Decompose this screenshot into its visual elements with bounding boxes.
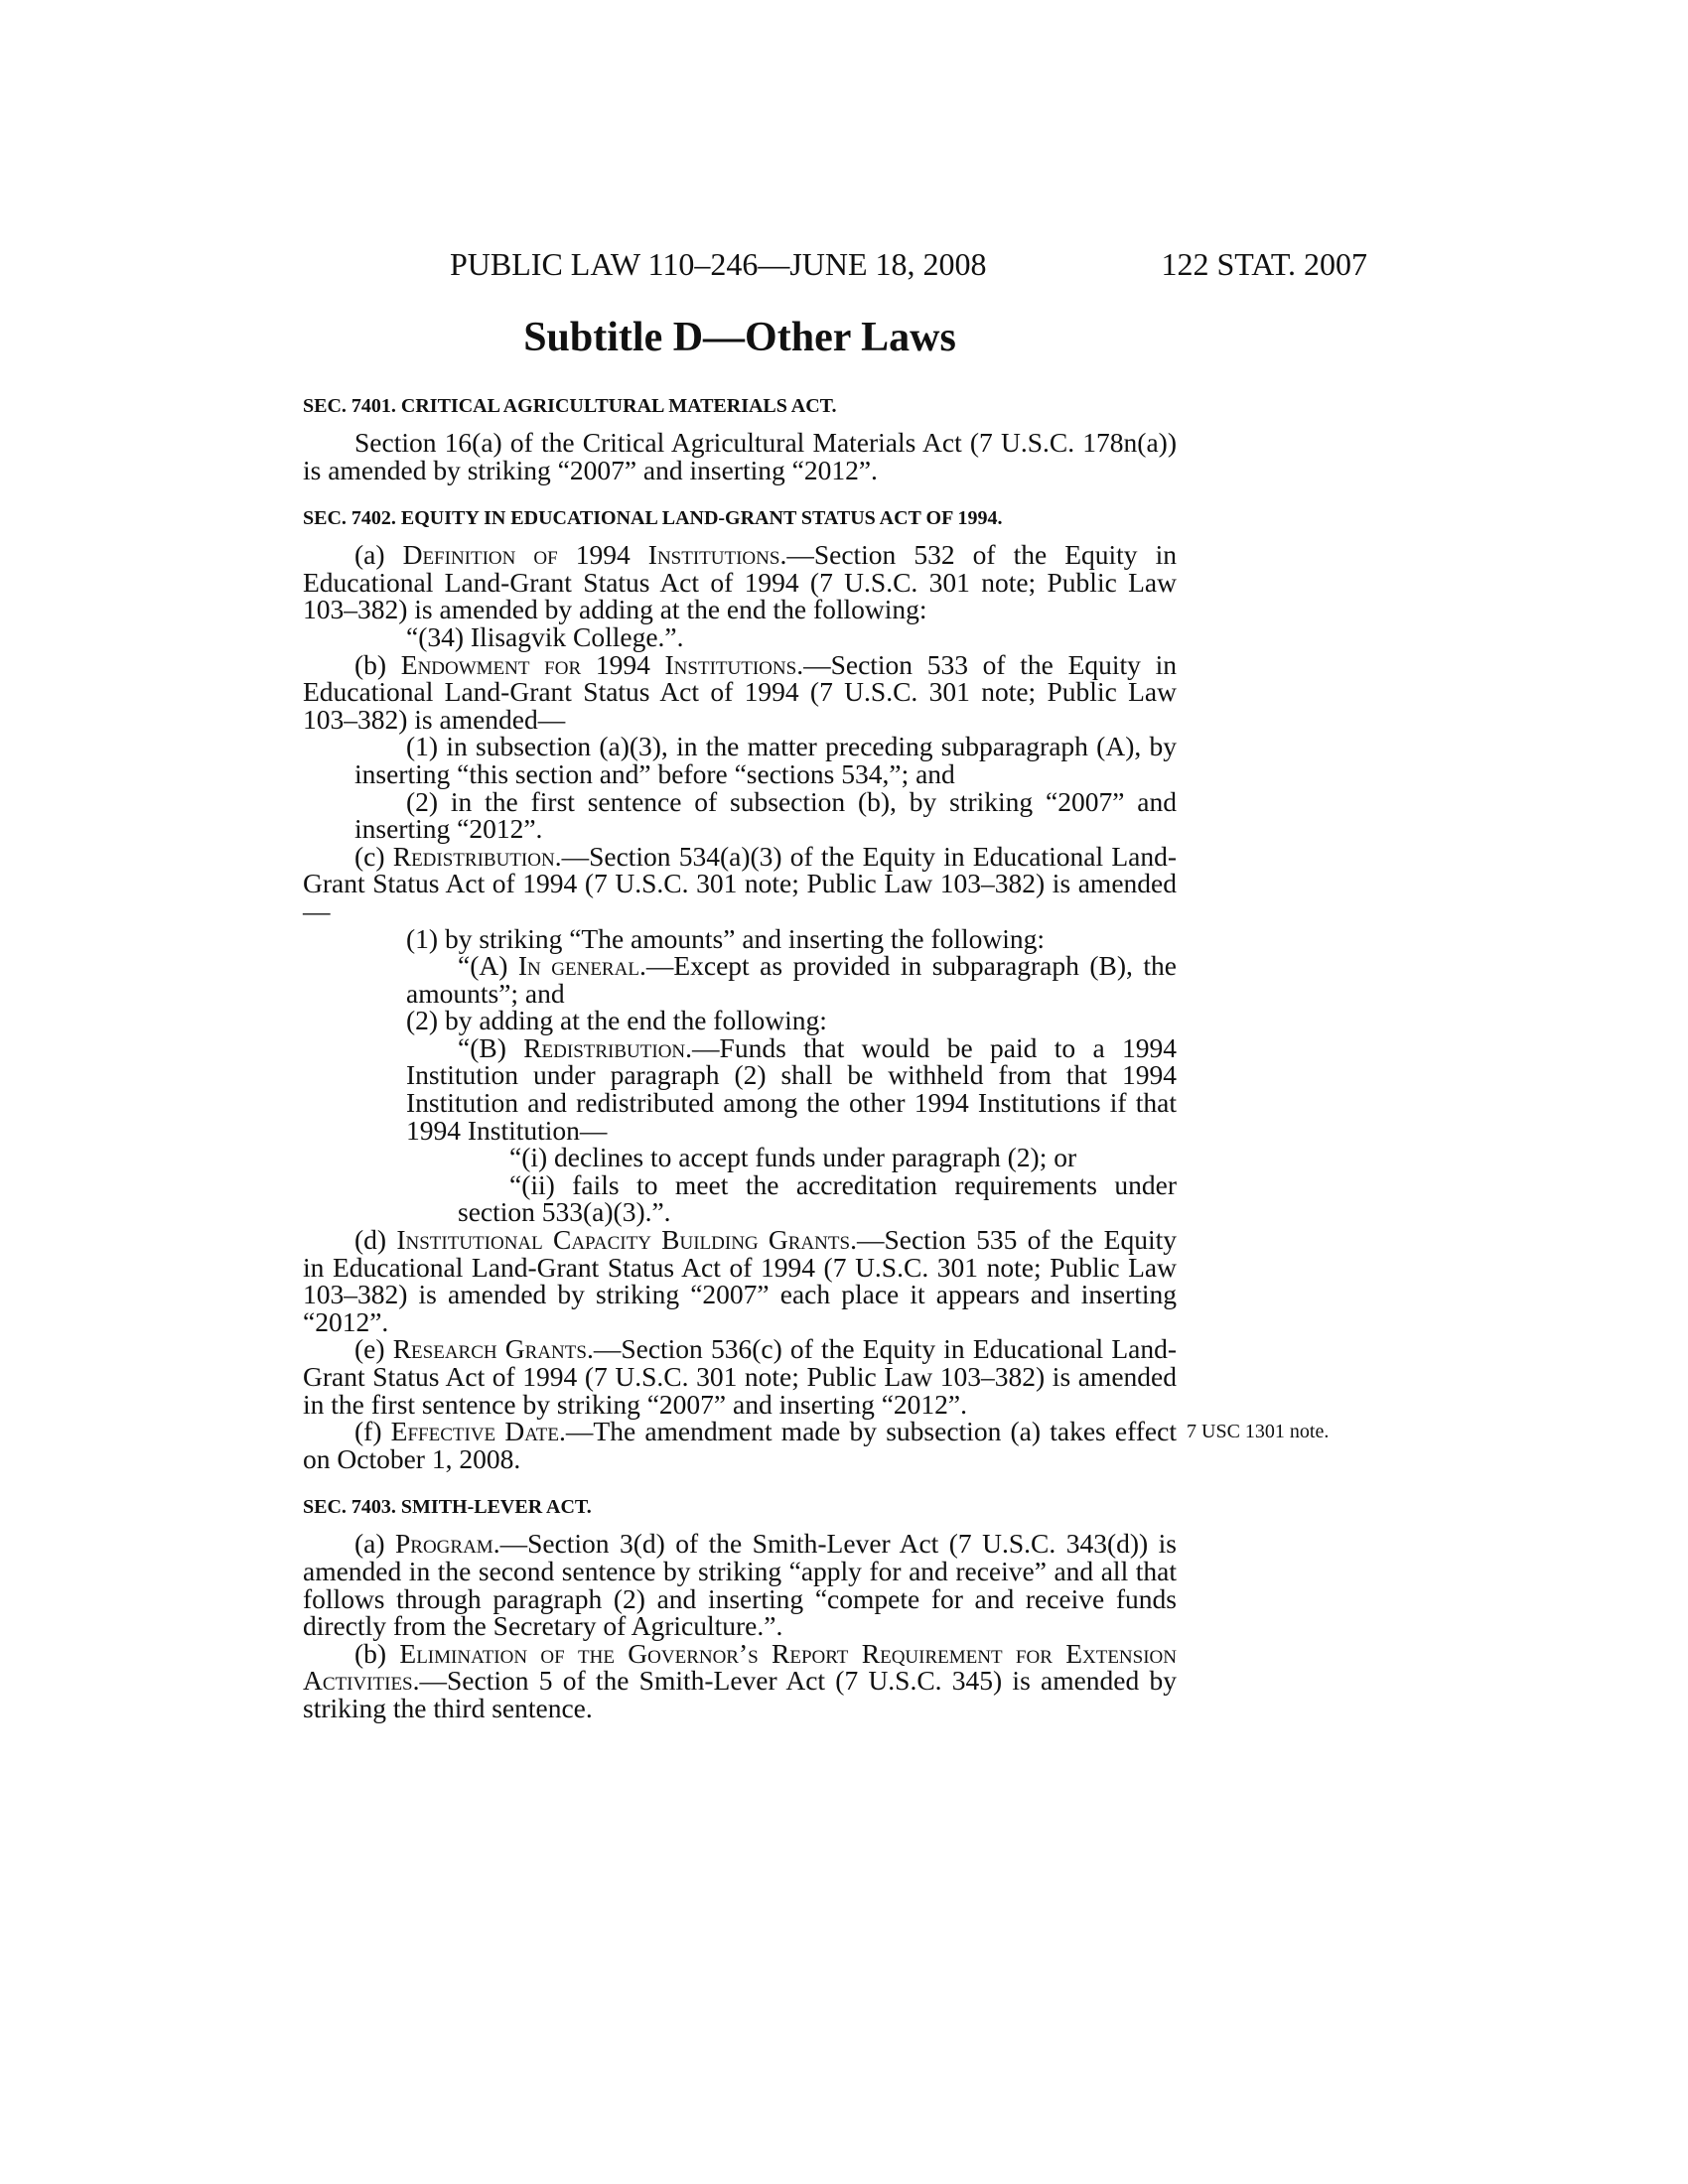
subsection-7402-f: (f) Effective Date.—The amendment made by subsection (a) takes effect on October 1, 2008. 7 USC 1301 note. bbox=[303, 1416, 1330, 1474]
subsection-7402-e: (e) Research Grants.—Section 536(c) of the Equity in Educational Land-Grant Status Act of 1994 (7 U.S.C. 301 note; Public Law 103–382) is amended in the first sentence by striking “2007” and inserting “2012”. bbox=[303, 1333, 1177, 1420]
subsection-7402-b: (b) Endowment for 1994 Institutions.—Section 533 of the Equity in Educational Land-Grant Status Act of 1994 (7 U.S.C. 301 note; Public Law 103–382) is amended— bbox=[303, 648, 1177, 735]
subparagraph-7402-c-1-A: “(A) In general.—Except as provided in subparagraph (B), the amounts”; and bbox=[406, 950, 1177, 1009]
caption-7402-d: Institutional Capacity Building Grants bbox=[396, 1224, 851, 1256]
clause-7402-c-2-B-i: “(i) declines to accept funds under paragraph (2); or bbox=[509, 1142, 1077, 1173]
subsection-7403-a: (a) Program.—Section 3(d) of the Smith-Lever Act (7 U.S.C. 343(d)) is amended in the second sentence by striking “apply for and receive” and all that follows through paragraph (2) and inserting “compete for and receive funds directly from the Secretary of Agriculture.”. bbox=[303, 1528, 1177, 1642]
text-7402-d: Section 535 of the Equity in Educational Land-Grant Status Act of 1994 (7 U.S.C. 301 note; Public Law 103–382) is amended by striking “2007” each place it appears and inserting “2012”. bbox=[303, 1224, 1177, 1337]
caption-7403-a: Program bbox=[394, 1528, 493, 1560]
section-heading-7401: SEC. 7401. CRITICAL AGRICULTURAL MATERIALS ACT. bbox=[303, 395, 837, 417]
subparagraph-7402-c-2-B: “(B) Redistribution.—Funds that would be paid to a 1994 Institution under paragraph (2) shall be withheld from that 1994 Institution and redistributed among the other 1994 Institutions if that 1994 Institution— bbox=[406, 1031, 1177, 1146]
section-heading-7403: SEC. 7403. SMITH-LEVER ACT. bbox=[303, 1496, 592, 1519]
caption-7402-c-1-A: In general bbox=[517, 950, 639, 982]
text-7402-b: Section 533 of the Equity in Educational Land-Grant Status Act of 1994 (7 U.S.C. 301 note; Public Law 103–382) is amended— bbox=[303, 648, 1177, 735]
text-7402-e: Section 536(c) of the Equity in Educational Land-Grant Status Act of 1994 (7 U.S.C. 301 note; Public Law 103–382) is amended in the first sentence by striking “2007” and inserting “2012”. bbox=[303, 1333, 1177, 1420]
text-7402-a: Section 532 of the Equity in Educational Land-Grant Status Act of 1994 (7 U.S.C. 301 note; Public Law 103–382) is amended by adding at the end the following: bbox=[303, 539, 1177, 625]
clause-7402-c-2-B-ii: “(ii) fails to meet the accreditation requirements under section 533(a)(3).”. bbox=[458, 1168, 1177, 1228]
running-header bbox=[303, 244, 1367, 284]
text-7402-c-2-B: Funds that would be paid to a 1994 Institution under paragraph (2) shall be withheld from that 1994 Institution and redistributed among the other 1994 Institutions if that 1994 Institution— bbox=[406, 1031, 1177, 1146]
caption-7402-c-2-B: Redistribution bbox=[523, 1031, 686, 1063]
caption-7402-a: Definition of 1994 Institutions bbox=[402, 539, 780, 571]
subsection-7402-a: (a) Definition of 1994 Institutions.—Section 532 of the Equity in Educational Land-Grant Status Act of 1994 (7 U.S.C. 301 note; Public Law 103–382) is amended by adding at the end the following: bbox=[303, 539, 1177, 625]
text-7402-c-1-A: Except as provided in subparagraph (B), the amounts”; and bbox=[406, 950, 1177, 1009]
text-7403-a: Section 3(d) of the Smith-Lever Act (7 U.S.C. 343(d)) is amended in the second sentence by striking “apply for and receive” and all that follows through paragraph (2) and inserting “compete for and receive funds directly from the Secretary of Agriculture.”. bbox=[303, 1528, 1177, 1642]
text-7402-c: Section 534(a)(3) of the Equity in Educational Land-Grant Status Act of 1994 (7 U.S.C. 301 note; Public Law 103–382) is amended— bbox=[303, 840, 1178, 926]
subsection-7402-c: (c) Redistribution.—Section 534(a)(3) of the Equity in Educational Land-Grant Status Act of 1994 (7 U.S.C. 301 note; Public Law 103–382) is amended— bbox=[303, 840, 1178, 926]
text-7402-f: The amendment made by subsection (a) takes effect on October 1, 2008. bbox=[303, 1416, 1177, 1474]
header-public-law: PUBLIC LAW 110–246—JUNE 18, 2008 bbox=[450, 246, 987, 282]
paragraph-7402-c-1: (1) by striking “The amounts” and inserting the following: bbox=[406, 922, 1046, 954]
section-heading-7402: SEC. 7402. EQUITY IN EDUCATIONAL LAND-GRANT STATUS ACT OF 1994. bbox=[303, 507, 1003, 530]
margin-note-7402-f: 7 USC 1301 note. bbox=[1187, 1421, 1330, 1443]
subtitle-heading: Subtitle D—Other Laws bbox=[523, 315, 956, 360]
caption-7402-b: Endowment for 1994 Institutions bbox=[400, 648, 797, 680]
caption-7402-e: Research Grants bbox=[392, 1333, 587, 1365]
insert-7402-a: “(34) Ilisagvik College.”. bbox=[406, 620, 684, 652]
header-stat-page: 122 STAT. 2007 bbox=[1161, 246, 1367, 282]
subsection-7403-b: (b) Elimination of the Governor’s Report Requirement for Extension Activities.—Section 5 of the Smith-Lever Act (7 U.S.C. 345) is amended by striking the third sentence. bbox=[303, 1637, 1177, 1723]
text-7403-b: Section 5 of the Smith-Lever Act (7 U.S.C. 345) is amended by striking the third sentence. bbox=[303, 1665, 1177, 1723]
body-text bbox=[303, 393, 1330, 1723]
paragraph-7402-c-2: (2) by adding at the end the following: bbox=[406, 1005, 827, 1036]
paragraph-7402-b-2: (2) in the first sentence of subsection (b), by striking “2007” and inserting “2012”. bbox=[354, 785, 1177, 845]
caption-7402-c: Redistribution bbox=[392, 840, 555, 872]
subsection-7402-d: (d) Institutional Capacity Building Grants.—Section 535 of the Equity in Educational Land-Grant Status Act of 1994 (7 U.S.C. 301 note; Public Law 103–382) is amended by striking “2007” each place it appears and inserting “2012”. bbox=[303, 1224, 1177, 1337]
section-7401-text: Section 16(a) of the Critical Agricultural Materials Act (7 U.S.C. 178n(a)) is amended by striking “2007” and inserting “2012”. bbox=[303, 427, 1177, 485]
caption-7403-b: Elimination of the Governor’s Report Requirement for Extension Activities bbox=[303, 1637, 1177, 1697]
paragraph-7402-b-1: (1) in subsection (a)(3), in the matter preceding subparagraph (A), by inserting “this section and” before “sections 534,”; and bbox=[354, 731, 1177, 789]
caption-7402-f: Effective Date bbox=[390, 1416, 560, 1447]
